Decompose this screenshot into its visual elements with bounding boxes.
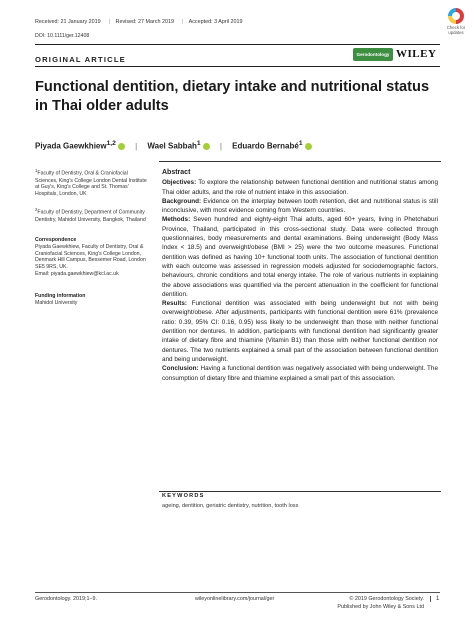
header-rule [35, 44, 440, 45]
author-name[interactable]: Piyada Gaewkhiew [35, 141, 107, 151]
crossmark-label: Check for updates [446, 25, 466, 35]
conclusion-label: Conclusion: [162, 365, 199, 373]
abstract-heading: Abstract [162, 169, 191, 176]
footer-copyright [312, 596, 424, 611]
affiliation-1 [35, 168, 150, 198]
abstract [162, 168, 438, 383]
page-number: 1 [430, 596, 439, 602]
objectives-text: To explore the relationship between functional dentition and nutritional status among Thai older adults, and the role of nutrient intake in this association. [162, 179, 438, 196]
received-date: Received: 21 January 2019 [35, 19, 101, 25]
conclusion-text: Having a functional dentition was negatively associated with being underweight. The consumption of dietary fibre and thiamine explained a small part of this association. [162, 365, 438, 382]
author-sup: 1 [298, 140, 303, 147]
keywords-heading: KEYWORDS [162, 493, 205, 499]
footer-rule [35, 592, 440, 593]
keywords-rule [159, 491, 441, 492]
author-name[interactable]: Eduardo Bernabé [232, 141, 299, 151]
correspondence-text: Piyada Gaewkhiew, Faculty of Dentistry, Oral & Craniofacial Sciences, King's College London, Denmark Hill Campus, Bessemer Road, London SE5 9RS, UK. [35, 243, 146, 271]
accepted-date: Accepted: 3 April 2019 [188, 19, 243, 25]
author-sup: 1,2 [106, 140, 116, 147]
funding-text: Mahidol University [35, 299, 78, 306]
objectives-label: Objectives: [162, 179, 197, 187]
article-dates: Received: 21 January 2019 | Revised: 27 March 2019 | Accepted: 3 April 2019 [35, 19, 243, 25]
correspondence-heading: Correspondence [35, 237, 77, 243]
orcid-icon[interactable] [118, 143, 125, 150]
results-label: Results: [162, 300, 188, 308]
correspondence-email[interactable]: Email: piyada.gaewkhiew@kcl.ac.uk [35, 270, 119, 277]
section-rule [35, 66, 440, 67]
orcid-icon[interactable] [305, 143, 312, 150]
abstract-objectives [162, 178, 438, 197]
background-label: Background: [162, 197, 202, 205]
funding-heading: Funding information [35, 293, 86, 299]
crossmark-icon [448, 8, 464, 24]
keywords-text: ageing, dentition, geriatric dentistry, nutrition, tooth loss [162, 503, 299, 509]
correspondence [35, 237, 150, 278]
footer-url[interactable]: wileyonlinelibrary.com/journal/ger [195, 596, 275, 602]
affiliation-sup: 1 [35, 168, 38, 173]
crossmark-badge[interactable] [444, 8, 468, 35]
section-label: ORIGINAL ARTICLE [35, 55, 126, 64]
affiliation-text: Faculty of Dentistry, Oral & Craniofacial Sciences, King's College London Dental Institute at Guy's, King's College and St. Thomas' Hospitals, London, UK [35, 170, 147, 198]
affiliation-sup: 2 [35, 207, 38, 212]
publisher-logo: WILEY [396, 48, 437, 60]
orcid-icon[interactable] [203, 143, 210, 150]
doi[interactable]: DOI: 10.1111/ger.12408 [35, 33, 90, 39]
author-list: Piyada Gaewkhiew$^{1,2}$ | Wael Sabbah$^1$ | Eduardo Bernabé$^1$ [35, 140, 312, 151]
methods-text: Seven hundred and eighty-eight Thai adults, aged 60+ years, living in Phetchaburi Province, Thailand, participated in this cross-sectional study. Data were collected through questionnaires, body measurements and dental examinations. Being underweight (Body Mass Index < 18.5) and overweight/obese (BMI > 25) were the two outcome measures. Functional dentition was defined as having 10+ functional tooth units. The association of functional dentition with each outcome was assessed in regression models adjusted for sociodemographic factors, behaviours, chronic conditions and total energy intake. The role of various nutrients in explaining the above associations was quantified via the percent attenuation in the coefficient for functional dentition. [162, 216, 438, 298]
background-text: Evidence on the interplay between tooth retention, diet and nutritional status is still inconclusive, with most evidence coming from Western countries. [162, 197, 438, 215]
affiliation-text: Faculty of Dentistry, Department of Community Dentistry, Mahidol University, Bangkok, Thailand [35, 209, 146, 223]
author-name[interactable]: Wael Sabbah [147, 141, 197, 151]
abstract-methods [162, 215, 438, 299]
funding [35, 293, 150, 307]
abstract-conclusion [162, 364, 438, 383]
results-text: Functional dentition was associated with being underweight but not with being overweight/obese. After adjustments, participants with functional dentition were 61% (prevalence ratio: 0.39, 95% CI: 0.16, 0.95) less likely to be underweight than those with neither functional dentition nor dentures. In addition, participants with functional dentition had significantly greater intake of dietary fibre and thiamine (Vitamin B1) than those with neither functional dentition nor dentures. The two nutrients explained a small part of the association between functional dentition and being underweight. [162, 300, 438, 363]
abstract-background [162, 197, 438, 216]
publisher-line: Published by John Wiley & Sons Ltd [337, 603, 424, 610]
author-sup: 1 [196, 140, 201, 147]
journal-logo: Gerodontology [353, 48, 393, 61]
article-title: Functional dentition, dietary intake and nutritional status in Thai older adults [35, 79, 430, 114]
abstract-results [162, 299, 438, 364]
methods-label: Methods: [162, 216, 191, 224]
revised-date: Revised: 27 March 2019 [115, 19, 174, 25]
copyright-line: © 2019 Gerodontology Society. [349, 596, 424, 602]
footer-journal: Gerodontology. 2019;1–9. [35, 596, 97, 602]
affiliation-2 [35, 207, 150, 223]
